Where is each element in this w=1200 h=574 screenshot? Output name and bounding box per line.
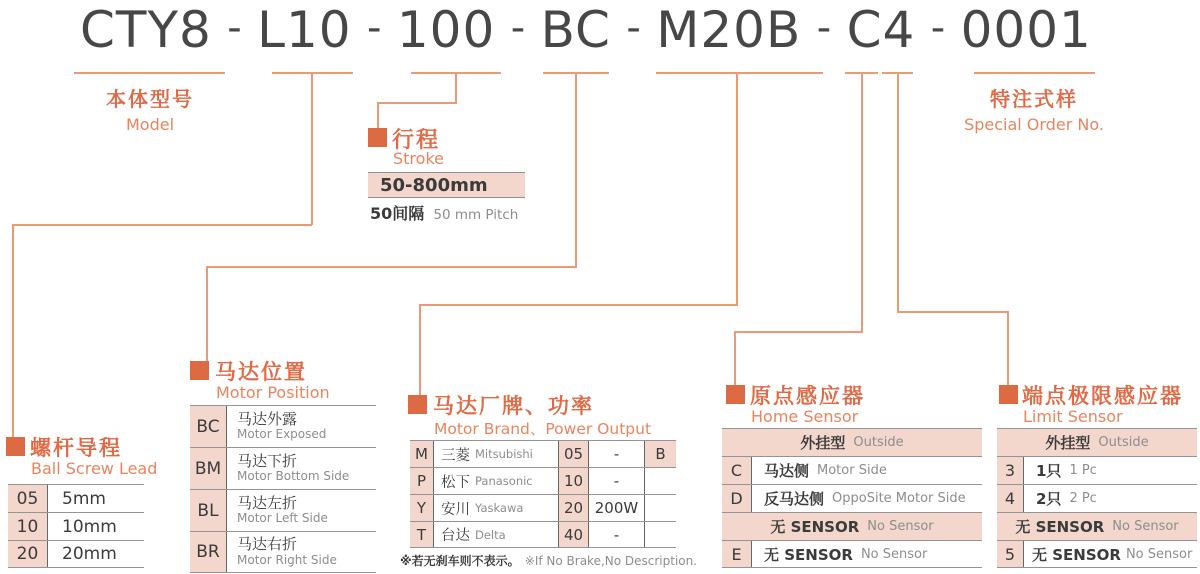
special-order-label xyxy=(950,83,1118,134)
lead-code: 10 xyxy=(8,513,48,540)
no-sensor-header xyxy=(722,513,982,540)
title-separator: - xyxy=(930,5,946,51)
connector-line xyxy=(419,304,738,306)
brake-note-en: ※If No Brake,No Description. xyxy=(524,554,698,568)
table-row xyxy=(410,521,676,548)
ball-screw-title-en: Ball Screw Lead xyxy=(31,459,158,478)
home-sensor-desc xyxy=(752,485,982,512)
limit-sensor-desc xyxy=(1024,457,1197,484)
limit-sensor-desc-zh: 无 SENSOR xyxy=(1032,545,1121,564)
limit-sensor-section-marker xyxy=(999,385,1018,404)
limit-sensor-desc-zh: 2只 xyxy=(1036,490,1062,508)
home-sensor-title-zh: 原点感应器 xyxy=(750,384,865,408)
table-row xyxy=(410,467,676,494)
home-sensor-code: D xyxy=(722,485,752,512)
home-sensor-desc-en: No Sensor xyxy=(860,546,928,562)
ball-screw-title-zh: 螺杆导程 xyxy=(30,436,122,460)
no-sensor-header-en: No Sensor xyxy=(1112,519,1179,534)
brand-name xyxy=(434,468,559,494)
sensor-type-header xyxy=(722,429,982,456)
model-label-en: Model xyxy=(125,115,175,134)
limit-sensor-code: 4 xyxy=(997,485,1024,512)
position-desc xyxy=(227,448,376,489)
lead-code: 20 xyxy=(8,541,48,567)
connector-line xyxy=(734,331,736,386)
stroke-pitch-en: 50 mm Pitch xyxy=(433,207,519,223)
position-desc-en: Motor Exposed xyxy=(237,427,327,442)
title-segment-lead: L10 xyxy=(257,1,352,59)
power-value: 200W xyxy=(589,495,645,521)
brand-name-zh: 台达 xyxy=(441,528,470,544)
brand-name-en: Panasonic xyxy=(475,474,533,488)
connector-line xyxy=(311,73,313,225)
motor-brand-section-marker xyxy=(408,395,427,414)
table-row xyxy=(722,456,982,484)
position-code: BM xyxy=(190,448,227,489)
model-label xyxy=(74,83,226,134)
connector-line xyxy=(861,73,863,333)
title-segment-sensor: C4 xyxy=(846,1,916,59)
connector-line xyxy=(206,266,577,268)
limit-sensor-desc xyxy=(1024,485,1197,512)
underline-model xyxy=(74,72,225,74)
position-desc xyxy=(227,406,376,447)
table-row xyxy=(410,440,676,467)
limit-sensor-desc-zh: 1只 xyxy=(1036,462,1062,480)
ball-screw-lead-table xyxy=(8,484,144,568)
table-row xyxy=(997,456,1197,484)
table-row xyxy=(722,540,982,568)
home-sensor-desc-en: Motor Side xyxy=(817,463,887,478)
home-sensor-desc xyxy=(752,457,982,484)
brand-code: M xyxy=(410,441,434,467)
home-sensor-table xyxy=(722,428,982,568)
connector-line xyxy=(897,311,1009,313)
power-code: 10 xyxy=(559,468,589,494)
home-sensor-desc-zh: 无 SENSOR xyxy=(764,545,853,564)
brand-name-en: Delta xyxy=(475,527,506,542)
power-value: - xyxy=(589,441,645,467)
stroke-pitch-zh: 50间隔 xyxy=(370,204,425,223)
limit-sensor-desc-en: 1 Pc xyxy=(1069,463,1097,478)
power-code: 20 xyxy=(559,495,589,521)
no-sensor-header-zh: 无 SENSOR xyxy=(770,518,860,536)
limit-sensor-desc-en: No Sensor xyxy=(1125,546,1193,562)
table-header-row xyxy=(722,512,982,540)
title-segment-stroke: 100 xyxy=(396,1,496,59)
connector-line xyxy=(897,73,899,313)
stroke-title-en: Stroke xyxy=(393,149,444,168)
limit-sensor-code: 3 xyxy=(997,457,1024,484)
brand-name xyxy=(434,441,559,467)
ball-screw-section-marker xyxy=(6,437,25,456)
stroke-range-box xyxy=(368,172,525,198)
position-code: BL xyxy=(190,490,227,531)
lead-value: 20mm xyxy=(62,544,117,564)
position-desc-en: Motor Bottom Side xyxy=(237,469,350,484)
connector-line xyxy=(206,266,208,362)
brand-code: P xyxy=(410,468,434,494)
table-row xyxy=(997,484,1197,512)
position-code: BC xyxy=(190,406,227,447)
position-desc-zh: 马达右折 xyxy=(237,535,298,554)
brake-code xyxy=(645,468,676,494)
stroke-range-value: 50-800mm xyxy=(380,174,488,196)
stroke-section-marker xyxy=(368,128,387,147)
table-row xyxy=(190,405,376,447)
stroke-title-zh: 行程 xyxy=(392,128,441,153)
brand-name-en: Yaskawa xyxy=(475,501,524,515)
connector-line xyxy=(12,224,14,438)
lead-value: 10mm xyxy=(62,516,117,537)
table-row xyxy=(8,484,144,512)
limit-sensor-title-en: Limit Sensor xyxy=(1023,407,1123,426)
connector-line xyxy=(377,102,457,104)
table-header-row xyxy=(997,428,1197,456)
special-order-label-en: Special Order No. xyxy=(964,115,1104,134)
connector-line xyxy=(419,304,421,396)
connector-line xyxy=(1007,311,1009,386)
sensor-type-header xyxy=(997,429,1197,456)
position-desc xyxy=(227,490,376,531)
limit-sensor-desc xyxy=(1024,541,1197,567)
table-row xyxy=(190,531,376,573)
power-code: 05 xyxy=(559,441,589,467)
brand-name-zh: 松下 xyxy=(441,474,470,491)
limit-sensor-code: 5 xyxy=(997,541,1024,567)
table-header-row xyxy=(722,428,982,456)
no-sensor-header xyxy=(997,513,1197,540)
position-desc-zh: 马达外露 xyxy=(237,409,298,428)
model-label-zh: 本体型号 xyxy=(106,87,194,111)
connector-line xyxy=(734,331,863,333)
table-row xyxy=(8,512,144,540)
power-value: - xyxy=(589,522,645,547)
position-desc-en: Motor Right Side xyxy=(237,552,337,567)
connector-line xyxy=(455,73,457,104)
position-desc-en: Motor Left Side xyxy=(237,511,328,526)
limit-sensor-table xyxy=(997,428,1197,568)
home-sensor-desc-zh: 反马达侧 xyxy=(764,490,825,508)
stroke-pitch xyxy=(370,201,518,224)
limit-sensor-title-zh: 端点极限感应器 xyxy=(1022,384,1183,408)
position-code: BR xyxy=(190,532,227,572)
brake-code xyxy=(645,522,676,547)
table-row xyxy=(8,540,144,568)
table-row xyxy=(190,447,376,489)
brake-note-zh: ※若无刹车则不表示。 xyxy=(400,554,520,568)
special-order-label-zh: 特注式样 xyxy=(990,87,1078,111)
lead-value: 5mm xyxy=(62,488,106,509)
table-row xyxy=(997,540,1197,568)
home-sensor-title-en: Home Sensor xyxy=(751,407,859,426)
home-sensor-desc-zh: 马达侧 xyxy=(764,462,810,480)
table-header-row xyxy=(997,512,1197,540)
motor-position-title-zh: 马达位置 xyxy=(215,360,307,384)
home-sensor-desc xyxy=(752,541,982,567)
power-code: 40 xyxy=(559,522,589,547)
title-segment-position: BC xyxy=(540,1,611,59)
brand-name xyxy=(434,495,559,521)
brake-code: B xyxy=(645,441,676,467)
table-row xyxy=(190,489,376,531)
brand-name-zh: 安川 xyxy=(441,501,470,518)
table-row xyxy=(722,484,982,512)
title-segment-brand: M20B xyxy=(656,1,802,59)
title-separator: - xyxy=(626,5,641,51)
title-separator: - xyxy=(816,5,832,51)
position-desc-zh: 马达左折 xyxy=(237,493,298,512)
connector-line xyxy=(575,73,577,268)
title-segment-model: CTY8 xyxy=(80,1,212,59)
model-number-title xyxy=(80,0,1092,60)
connector-line xyxy=(736,73,738,306)
connector-line xyxy=(377,102,379,130)
no-sensor-header-en: No Sensor xyxy=(867,519,934,534)
brand-name xyxy=(434,522,559,547)
connector-line xyxy=(12,224,312,226)
motor-brand-table xyxy=(410,440,676,548)
title-separator: - xyxy=(227,5,242,51)
title-separator: - xyxy=(367,5,382,51)
home-sensor-code: E xyxy=(722,541,752,567)
position-desc xyxy=(227,532,376,572)
lead-code: 05 xyxy=(8,485,48,512)
motor-position-title-en: Motor Position xyxy=(216,383,330,402)
sensor-type-header-en: Outside xyxy=(1098,435,1149,450)
position-desc-zh: 马达下折 xyxy=(237,451,298,470)
title-separator: - xyxy=(510,5,526,51)
brand-name-en: Mitsubishi xyxy=(475,447,533,461)
title-segment-special: 0001 xyxy=(960,1,1092,59)
brand-name-zh: 三菱 xyxy=(441,447,470,464)
home-sensor-section-marker xyxy=(726,385,745,404)
power-value: - xyxy=(589,468,645,494)
brand-code: T xyxy=(410,522,434,547)
motor-brand-title-zh: 马达厂牌、功率 xyxy=(433,394,594,418)
brand-code: Y xyxy=(410,495,434,521)
brake-code xyxy=(645,495,676,521)
underline-brand xyxy=(656,72,823,74)
table-row xyxy=(410,494,676,521)
brake-note xyxy=(400,550,697,569)
sensor-type-header-zh: 外挂型 xyxy=(800,434,846,452)
underline-special xyxy=(974,72,1095,74)
home-sensor-desc-en: OppoSite Motor Side xyxy=(832,491,966,506)
motor-position-table xyxy=(190,405,376,573)
sensor-type-header-zh: 外挂型 xyxy=(1045,434,1091,452)
motor-position-section-marker xyxy=(190,361,209,380)
no-sensor-header-zh: 无 SENSOR xyxy=(1015,518,1105,536)
home-sensor-code: C xyxy=(722,457,752,484)
sensor-type-header-en: Outside xyxy=(853,435,904,450)
limit-sensor-desc-en: 2 Pc xyxy=(1069,491,1097,506)
motor-brand-title-en: Motor Brand、Power Output xyxy=(434,420,652,438)
